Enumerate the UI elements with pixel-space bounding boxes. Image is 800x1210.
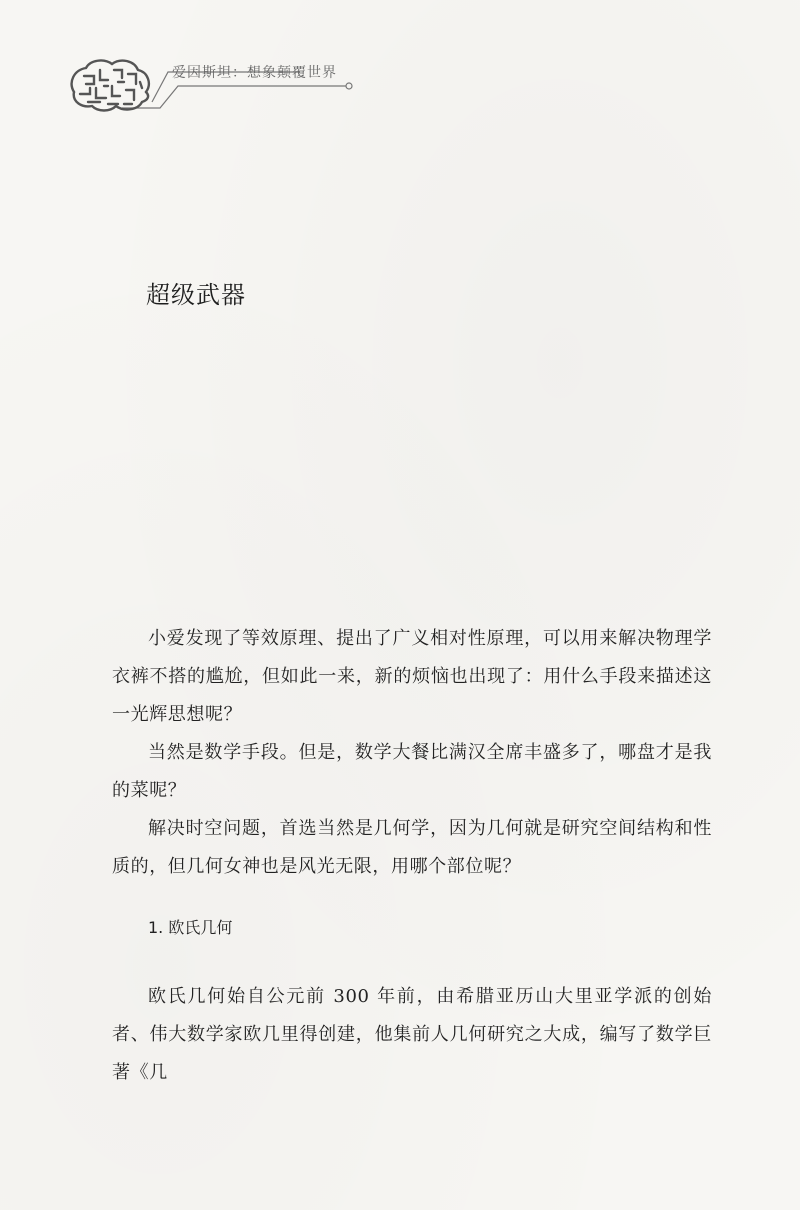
- running-header: [60, 44, 380, 124]
- paragraph: 当然是数学手段。但是，数学大餐比满汉全席丰盛多了，哪盘才是我的菜呢？: [112, 742, 712, 801]
- paragraph: 解决时空问题，首选当然是几何学，因为几何就是研究空间结构和性质的，但几何女神也是风光无限，用哪个部位呢？: [112, 818, 712, 877]
- paragraph: 小爱发现了等效原理、提出了广义相对性原理，可以用来解决物理学衣裤不搭的尴尬，但如此一来，新的烦恼也出现了：用什么手段来描述这一光辉思想呢？: [112, 628, 712, 725]
- body-text: [112, 620, 712, 1092]
- subsection-heading: 1. 欧氏几何: [148, 918, 233, 937]
- book-title: 爱因斯坦：想象颠覆世界: [172, 65, 337, 81]
- paragraph: 欧氏几何始自公元前 300 年前，由希腊亚历山大里亚学派的创始者、伟大数学家欧几里得创建，他集前人几何研究之大成，编写了数学巨著《几: [112, 986, 712, 1083]
- section-title: 超级武器: [146, 281, 246, 309]
- brain-maze-icon: [60, 52, 170, 118]
